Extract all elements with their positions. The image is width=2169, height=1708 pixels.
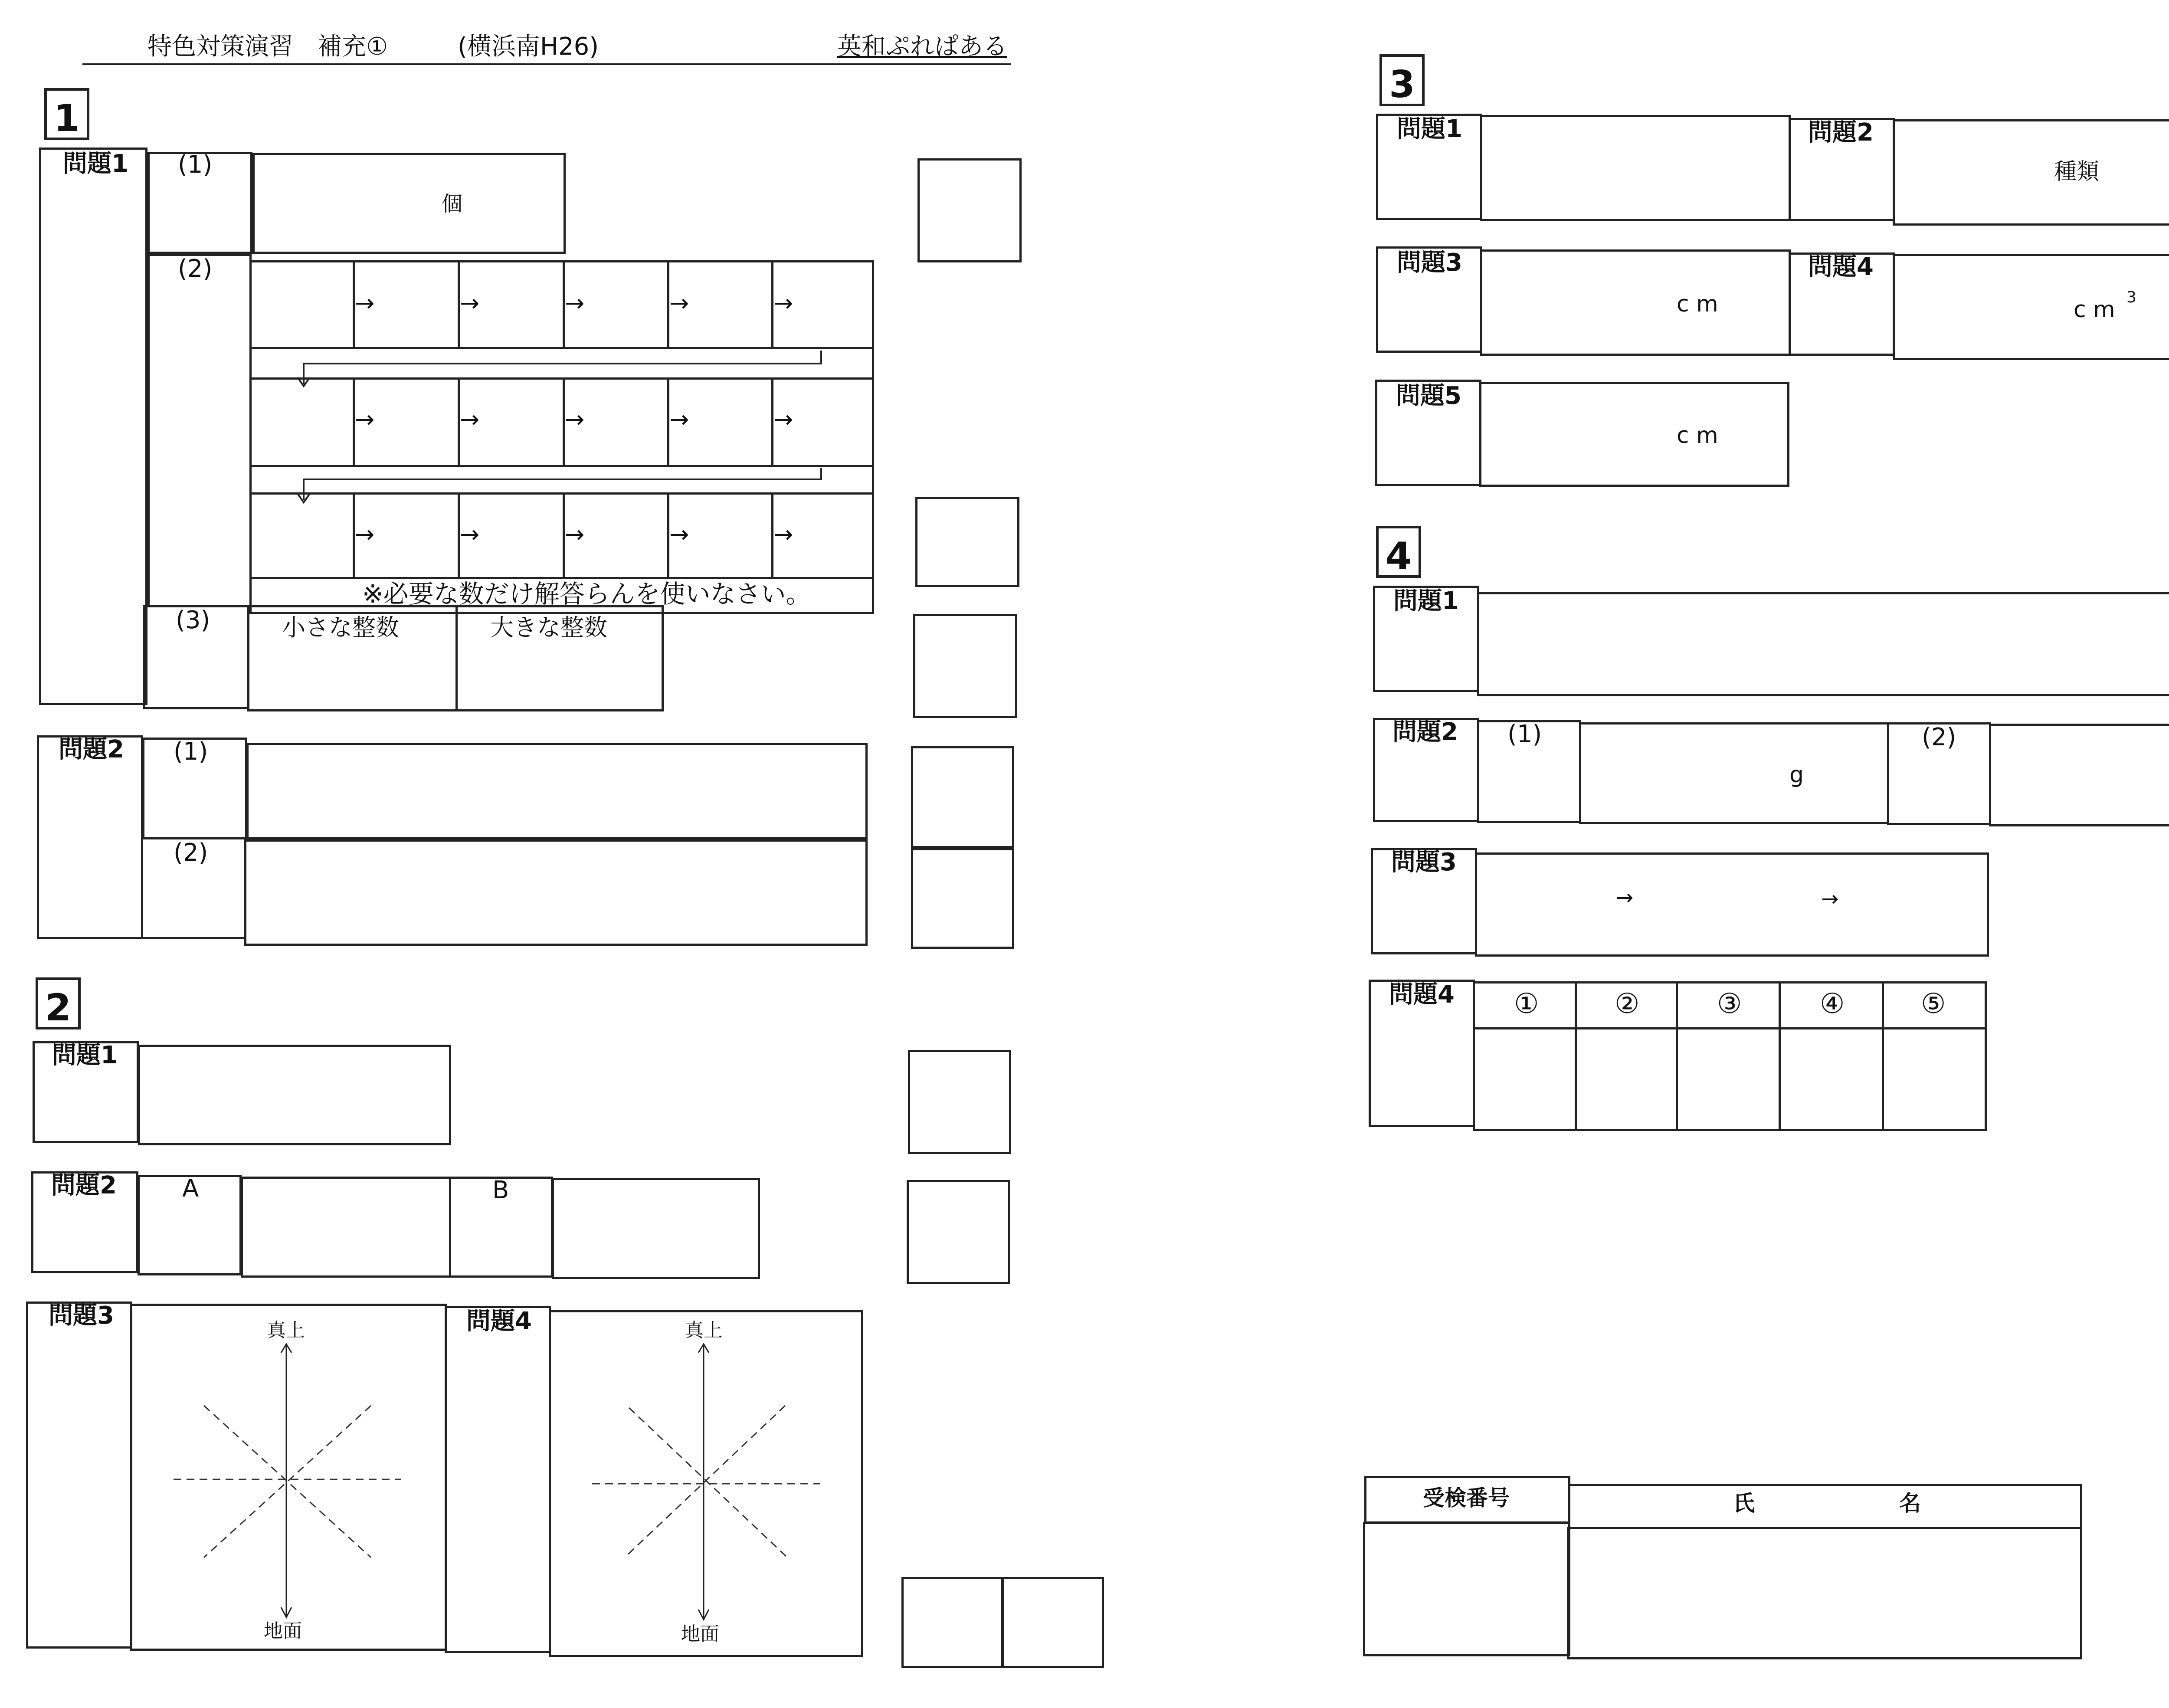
s2-q3-score-box[interactable] [901, 1577, 1003, 1668]
s3-q4-unit-exponent: 3 [2126, 288, 2136, 306]
arrow-glyph: → [773, 289, 793, 317]
s4-q4-col-sep [1882, 981, 1884, 1131]
s1-q1-1-unit: 個 [442, 192, 463, 216]
s1-q2-label: 問題2 [59, 735, 124, 764]
arrow-glyph: → [565, 289, 585, 317]
s2-q1-label: 問題1 [52, 1041, 118, 1069]
s4-q3-answer[interactable] [1475, 852, 1989, 957]
s4-q2-2-answer[interactable] [1989, 724, 2169, 826]
name-header-cell [1568, 1484, 2082, 1529]
s4-q4-col-5: ⑤ [1921, 988, 1946, 1020]
arrow-glyph: → [355, 406, 375, 433]
s1-q1-2-sub-label: (2) [178, 255, 213, 283]
s1-q1-3-large-label: 大きな整数 [490, 614, 607, 641]
arrow-glyph: → [669, 521, 689, 548]
s3-q5-answer[interactable] [1479, 382, 1789, 487]
arrow-glyph: → [669, 406, 689, 433]
arrow-glyph: → [565, 406, 585, 433]
s4-q4-col-sep [1676, 981, 1678, 1131]
s1-q1-3-small-label: 小さな整数 [282, 614, 399, 641]
arrow-glyph: → [565, 521, 585, 548]
s4-q4-col-sep [1779, 981, 1781, 1131]
s1-q1-1-sub-label: (1) [178, 151, 213, 179]
s4-q4-col-3: ③ [1717, 988, 1742, 1020]
publisher-brand: 英和ぷれぱある [837, 33, 1007, 61]
s2-q4-ground-label: 地面 [681, 1623, 719, 1645]
s2-q3-ground-label: 地面 [264, 1620, 302, 1642]
section-3-number: 3 [1379, 54, 1425, 106]
s3-q3-unit: c m [1677, 291, 1718, 317]
exam-number-field[interactable] [1363, 1522, 1570, 1656]
s1-q2-2-sub-label: (2) [174, 839, 208, 867]
s2-q2-a-label: A [182, 1174, 199, 1203]
section-2-number: 2 [36, 977, 81, 1029]
section-1-number: 1 [44, 88, 89, 140]
s1-q2-1-sub-label: (1) [174, 738, 208, 766]
arrow-glyph: → [669, 289, 689, 317]
s2-q3-label: 問題3 [49, 1301, 114, 1330]
s2-q3-up-label: 真上 [267, 1319, 305, 1341]
s2-q2-b-label: B [492, 1176, 509, 1204]
name-label-2: 名 [1899, 1491, 1921, 1516]
s4-q4-col-2: ② [1615, 988, 1640, 1020]
s3-q1-answer[interactable] [1480, 115, 1791, 221]
s3-q3-answer[interactable] [1480, 249, 1791, 356]
s2-q4-up-label: 真上 [685, 1319, 723, 1341]
s3-q4-label: 問題4 [1808, 253, 1874, 281]
s3-q5-label: 問題5 [1396, 382, 1461, 410]
s4-q4-header-sep [1473, 1027, 1987, 1029]
s3-q4-answer[interactable] [1893, 254, 2169, 360]
s4-q4-col-4: ④ [1820, 988, 1845, 1020]
arrow-glyph: → [1616, 885, 1634, 910]
s2-q4-label: 問題4 [466, 1307, 532, 1335]
s3-q2-unit: 種類 [2054, 159, 2100, 185]
s1-q1-label: 問題1 [63, 150, 128, 178]
s4-q4-label: 問題4 [1389, 980, 1455, 1009]
s4-q4-col-1: ① [1514, 988, 1539, 1020]
arrow-glyph: → [773, 521, 793, 548]
arrow-glyph: → [460, 521, 480, 548]
s3-q3-label: 問題3 [1397, 249, 1462, 277]
arrow-glyph: → [1821, 887, 1839, 911]
s4-q2-1-unit: g [1789, 762, 1804, 788]
arrow-glyph: → [460, 406, 480, 433]
arrow-glyph: → [355, 289, 375, 317]
s4-q2-2-sub-label: (2) [1922, 723, 1956, 751]
s2-q2-label: 問題2 [51, 1171, 117, 1200]
worksheet-title: 特色対策演習 補充① [147, 33, 388, 61]
arrow-glyph: → [460, 289, 480, 317]
s3-q4-unit: c m [2074, 297, 2115, 323]
arrow-glyph: → [355, 521, 375, 548]
s1-q1-3-sub-label: (3) [176, 606, 210, 634]
s3-q2-answer[interactable] [1893, 119, 2169, 226]
s1-note: ※必要な数だけ解答らんを使いなさい。 [362, 579, 811, 609]
s3-q1-label: 問題1 [1397, 115, 1462, 143]
s3-q5-unit: c m [1677, 423, 1718, 449]
name-field[interactable] [1567, 1527, 2082, 1659]
exam-number-label: 受検番号 [1423, 1485, 1510, 1511]
s4-q3-label: 問題3 [1391, 848, 1457, 876]
s4-q4-col-sep [1575, 981, 1577, 1131]
section-4-number: 4 [1376, 526, 1421, 578]
arrow-glyph: → [773, 406, 793, 433]
s3-q2-label: 問題2 [1808, 118, 1874, 147]
s4-q2-1-answer[interactable] [1579, 722, 1889, 824]
s4-q2-label: 問題2 [1392, 718, 1458, 746]
s4-q2-1-sub-label: (1) [1507, 720, 1542, 748]
s4-q1-answer[interactable] [1477, 592, 2169, 696]
s4-q1-label: 問題1 [1393, 587, 1459, 615]
s2-q4-score-box[interactable] [1002, 1577, 1104, 1668]
worksheet-source: (横浜南H26) [458, 33, 599, 61]
name-label-1: 氏 [1733, 1491, 1755, 1516]
